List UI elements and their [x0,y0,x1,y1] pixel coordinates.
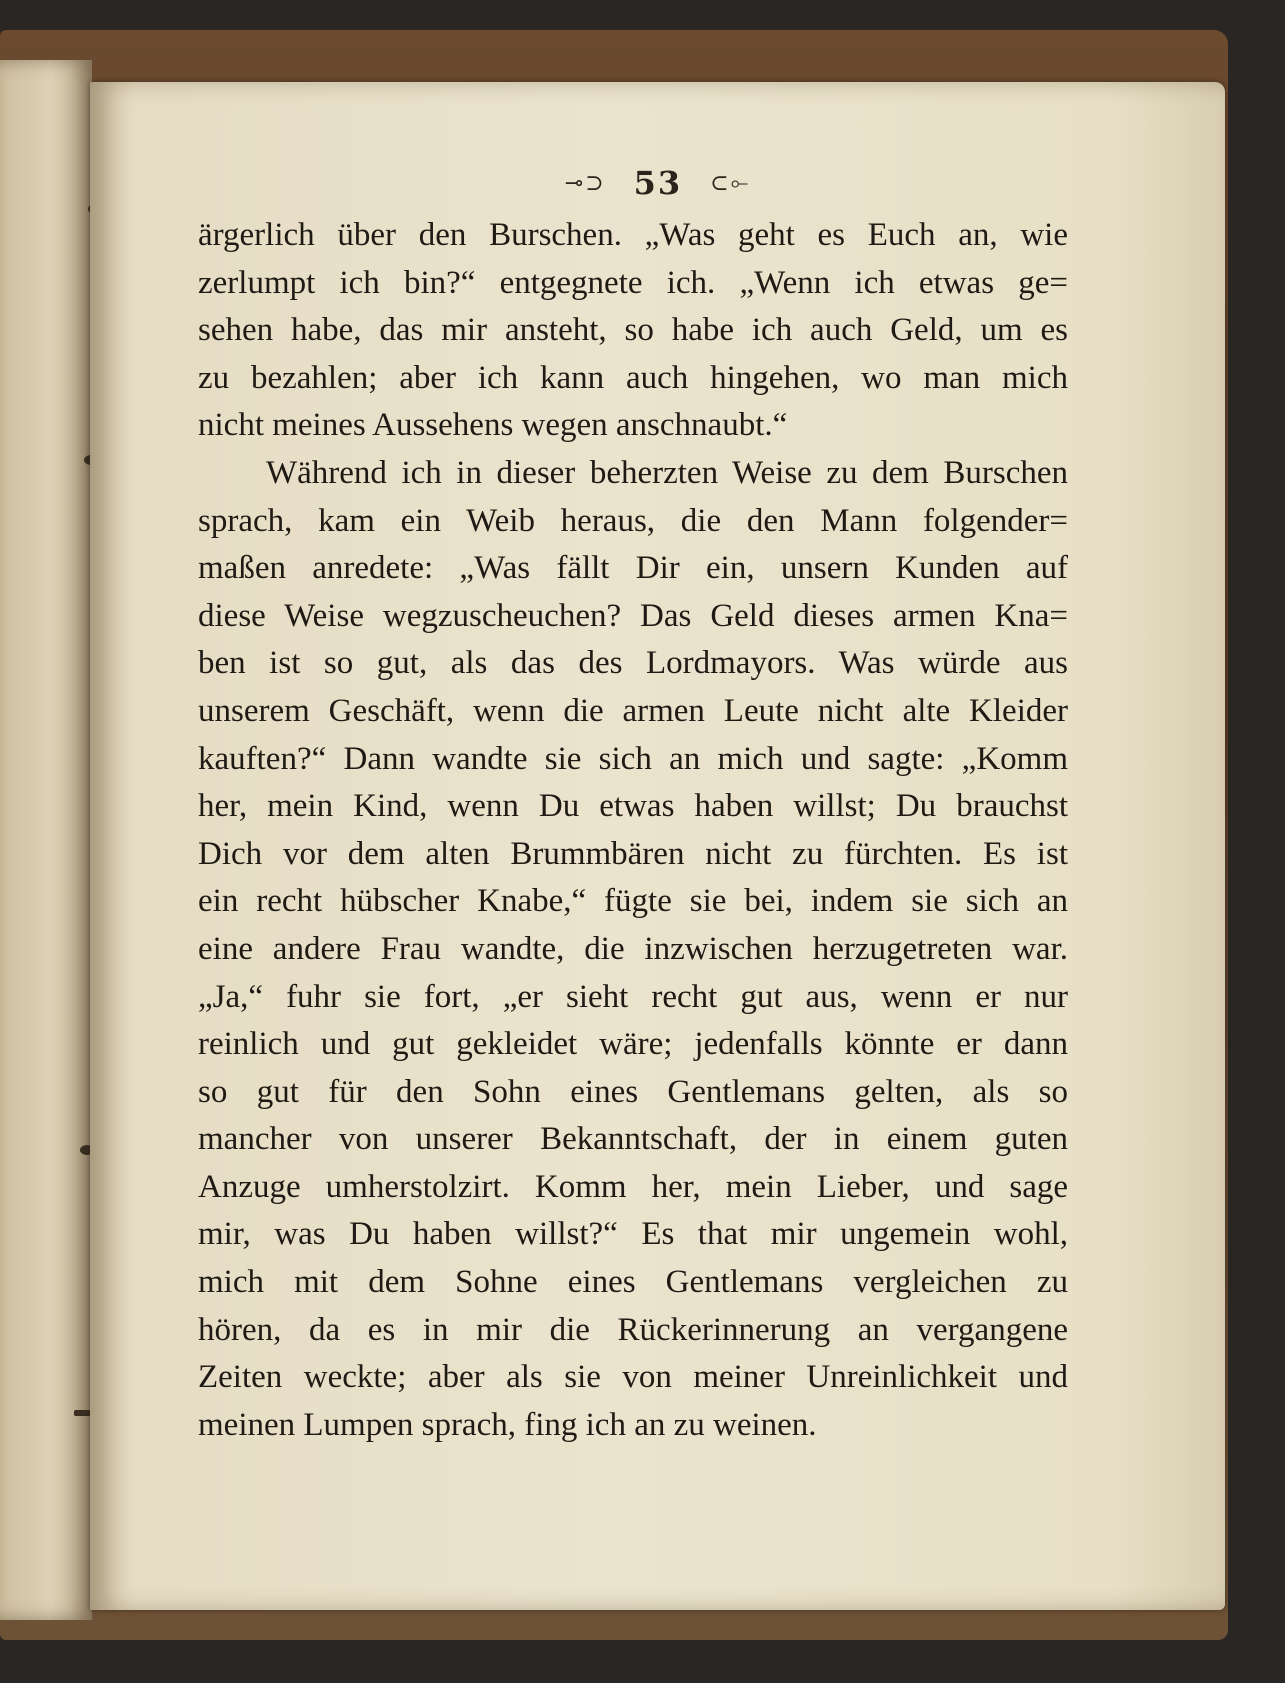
text-line: maßen anredete: „Was fällt Dir ein, unsern Kunden auf [198,550,1068,587]
text-line: kauften?“ Dann wandte sie sich an mich und sagte: „Komm [198,740,1068,777]
text-line: sprach, kam ein Weib heraus, die den Mann folgender= [198,502,1068,539]
body-text [198,212,1068,1449]
text-line: her, mein Kind, wenn Du etwas haben willst; Du brauchst [198,788,1068,825]
text-line: mich mit dem Sohne eines Gentlemans vergleichen zu [198,1264,1068,1301]
ornament-left: ⊸⊃ [564,171,606,196]
text-line: reinlich und gut gekleidet wäre; jedenfalls könnte er dann [198,1026,1068,1063]
text-line: ein recht hübscher Knabe,“ fügte sie bei, indem sie sich an [198,883,1068,920]
text-line: Während ich in dieser beherzten Weise zu dem Burschen [266,454,1068,491]
text-line: eine andere Frau wandte, die inzwischen herzugetreten war. [198,930,1068,967]
text-line: ärgerlich über den Burschen. „Was geht es Euch an, wie [198,217,1068,253]
text-line: Anzuge umherstolzirt. Komm her, mein Lieber, und sage [198,1168,1068,1205]
text-line: unserem Geschäft, wenn die armen Leute nicht alte Kleider [198,692,1068,729]
book-page [90,82,1225,1610]
text-line: „Ja,“ fuhr sie fort, „er sieht recht gut aus, wenn er nur [198,978,1068,1015]
text-line: so gut für den Sohn eines Gentlemans gelten, als so [198,1073,1068,1110]
text-line: zu bezahlen; aber ich kann auch hingehen, wo man mich [198,359,1068,396]
page-header [90,164,1225,202]
text-line: mancher von unserer Bekanntschaft, der in einem guten [198,1121,1068,1158]
text-line: Dich vor dem alten Brummbären nicht zu fürchten. Es ist [198,835,1068,872]
text-line: sehen habe, das mir ansteht, so habe ich auch Geld, um es [198,312,1068,349]
text-line: meinen Lumpen sprach, fing ich an zu weinen. [198,1406,817,1443]
page-number: 53 [633,164,683,202]
ornament-right: ⊂⟜ [710,171,751,196]
text-line: zerlumpt ich bin?“ entgegnete ich. „Wenn ich etwas ge= [198,264,1068,301]
text-line: hören, da es in mir die Rückerinnerung an vergangene [198,1311,1068,1348]
text-line: Zeiten weckte; aber als sie von meiner Unreinlichkeit und [198,1359,1068,1396]
text-line: nicht meines Aussehens wegen anschnaubt.“ [198,407,788,444]
text-line: diese Weise wegzuscheuchen? Das Geld dieses armen Kna= [198,597,1068,634]
left-page-edge [0,60,92,1620]
text-line: mir, was Du haben willst?“ Es that mir ungemein wohl, [198,1216,1068,1253]
text-line: ben ist so gut, als das des Lordmayors. Was würde aus [198,645,1068,682]
